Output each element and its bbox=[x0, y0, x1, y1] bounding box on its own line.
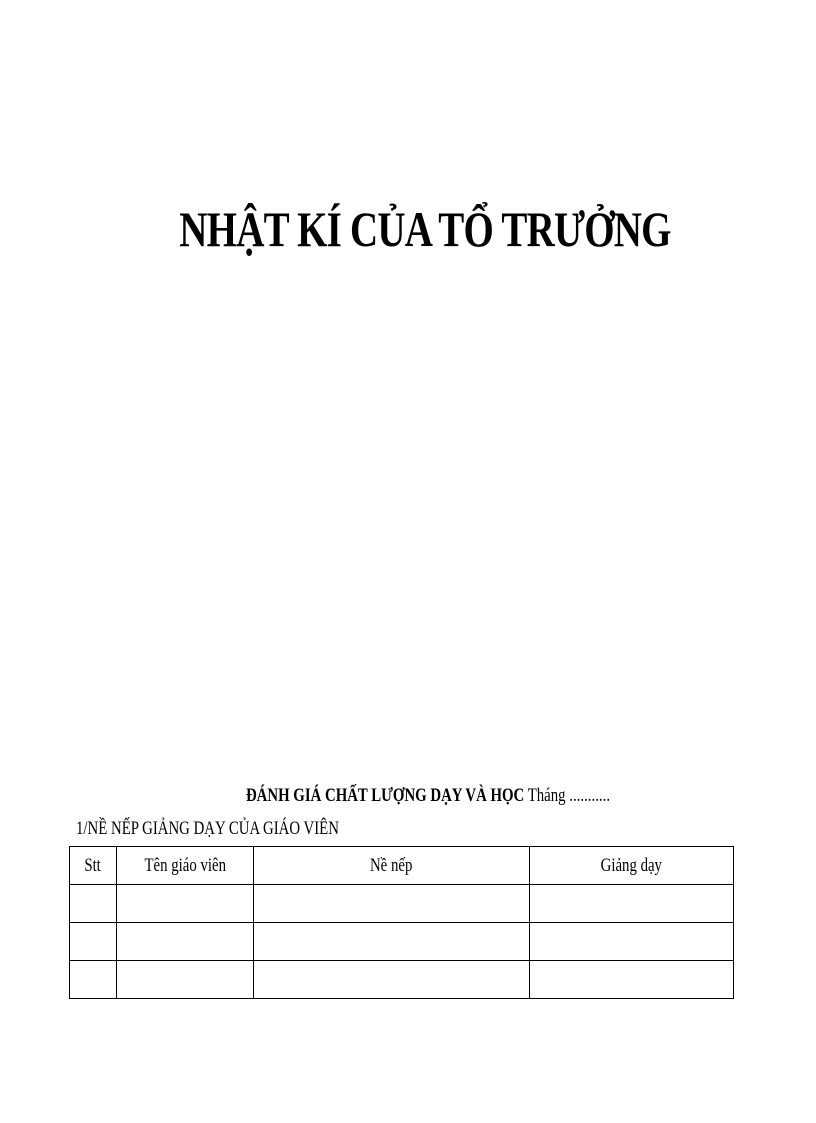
evaluation-heading bbox=[94, 785, 762, 807]
page-title: NHẬT KÍ CỦA TỔ TRƯỞNG bbox=[179, 201, 671, 257]
header-teaching: Giảng dạy bbox=[529, 847, 733, 885]
evaluation-title: ĐÁNH GIÁ CHẤT LƯỢNG DẠY VÀ HỌC bbox=[245, 785, 525, 806]
table-cell bbox=[117, 885, 254, 923]
table-cell bbox=[529, 961, 733, 999]
table-cell bbox=[70, 923, 117, 961]
table-row bbox=[70, 961, 734, 999]
teacher-discipline-table bbox=[69, 846, 734, 999]
month-label: Tháng ........... bbox=[527, 785, 611, 806]
table-cell bbox=[254, 961, 529, 999]
table-cell bbox=[529, 923, 733, 961]
table-cell bbox=[529, 885, 733, 923]
table-cell bbox=[117, 923, 254, 961]
table-cell bbox=[254, 923, 529, 961]
table-cell bbox=[117, 961, 254, 999]
section-1-label: 1/NỀ NẾP GIẢNG DẠY CỦA GIÁO VIÊN bbox=[76, 818, 339, 839]
table-row bbox=[70, 885, 734, 923]
header-discipline: Nề nếp bbox=[254, 847, 529, 885]
table-cell bbox=[70, 961, 117, 999]
table-cell bbox=[254, 885, 529, 923]
table-cell bbox=[70, 885, 117, 923]
table-row bbox=[70, 923, 734, 961]
header-teacher-name: Tên giáo viên bbox=[117, 847, 254, 885]
table-header-row bbox=[70, 847, 734, 885]
header-stt: Stt bbox=[70, 847, 117, 885]
